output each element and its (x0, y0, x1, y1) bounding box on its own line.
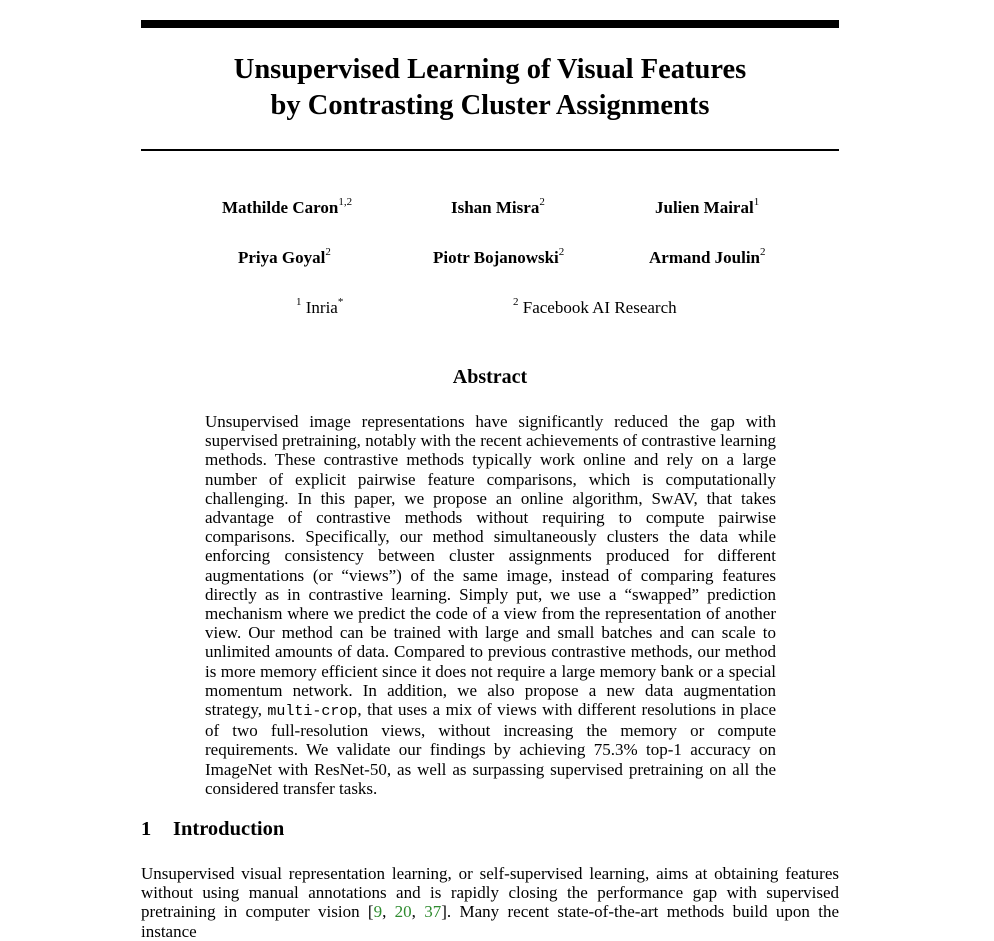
author-affiliation-mark: 2 (760, 246, 766, 258)
author-caron (222, 198, 352, 218)
abstract-heading: Abstract (452, 366, 528, 388)
author-mairal (655, 198, 759, 218)
author-joulin (649, 248, 766, 268)
author-name: Julien Mairal (655, 198, 754, 217)
author-goyal (238, 248, 331, 268)
affiliation-number: 2 (513, 296, 519, 308)
section-number: 1 (141, 818, 152, 840)
citation-link[interactable]: 20 (394, 902, 412, 922)
abstract-code-term: multi-crop (267, 703, 358, 721)
introduction-paragraph (141, 864, 839, 941)
author-affiliation-mark: 2 (539, 196, 545, 208)
affiliation-name: Facebook AI Research (522, 298, 677, 317)
author-affiliation-mark: 1 (753, 196, 760, 208)
affiliation-number: 1 (296, 296, 302, 308)
citation-separator: , (411, 902, 425, 922)
title-line-2: by Contrasting Cluster Assignments (270, 90, 710, 121)
author-name: Armand Joulin (649, 248, 760, 267)
intro-text: ]. Many recent state-of-the-art methods build upon the instance (141, 902, 840, 941)
affiliation-name: Inria (305, 298, 338, 317)
affiliation-inria (296, 298, 343, 318)
affiliation-footnote-mark: * (337, 296, 344, 308)
author-affiliation-mark: 2 (325, 246, 331, 258)
abstract-text: Unsupervised image representations have significantly reduced the gap with supervised pretraining, notably with the recent achievements of contrastive learning methods. These contrastive methods typically work online and rely on a large number of explicit pairwise feature comparisons, which is computationally challenging. In this paper, we propose an online algorithm, SwAV, that takes advantage of contrastive methods without requiring to compute pairwise comparisons. Specifically, our method simultaneously clusters the data while enforcing consistency between cluster assignments produced for different augmentations (or “views”) of the same image, instead of comparing features directly as in contrastive learning. Simply put, we use a “swapped” prediction mechanism where we predict the code of a view from the representation of another view. Our method can be trained with large and small batches and can scale to unlimited amounts of data. Compared to previous contrastive methods, our method is more memory efficient since it does not require a large memory bank or a special momentum network. In addition, we also propose a new data augmentation strategy, (205, 412, 776, 720)
title-top-rule (141, 20, 839, 28)
author-name: Ishan Misra (451, 198, 540, 217)
intro-text: Unsupervised visual representation learning, or self-supervised learning, aims at obtaining features without using manual annotations and is rapidly closing the performance gap with supervised pretraining in computer vision [ (141, 864, 839, 922)
section-title: Introduction (173, 818, 285, 840)
author-name: Priya Goyal (238, 248, 326, 267)
author-affiliation-mark: 1,2 (338, 196, 353, 208)
author-affiliation-mark: 2 (558, 246, 565, 258)
abstract-text: , that uses a mix of views with different resolutions in place of two full-resolution views, without increasing the memory or compute requirements. We validate our findings by achieving 75.3% top-1 accuracy on ImageNet with ResNet-50, as well as surpassing supervised pretraining on all the considered transfer tasks. (205, 700, 776, 798)
citation-separator: , (382, 902, 395, 922)
author-name: Piotr Bojanowski (433, 248, 559, 267)
affiliation-facebook (513, 298, 677, 318)
author-misra (451, 198, 545, 218)
abstract-body (205, 412, 776, 798)
title-line-1: Unsupervised Learning of Visual Features (233, 54, 747, 85)
paper-title (141, 52, 839, 124)
author-name: Mathilde Caron (222, 198, 339, 217)
section-heading-introduction (141, 818, 284, 841)
citation-link[interactable]: 9 (373, 902, 383, 922)
author-bojanowski (433, 248, 564, 268)
citation-link[interactable]: 37 (424, 902, 442, 922)
title-bottom-rule (141, 149, 839, 151)
